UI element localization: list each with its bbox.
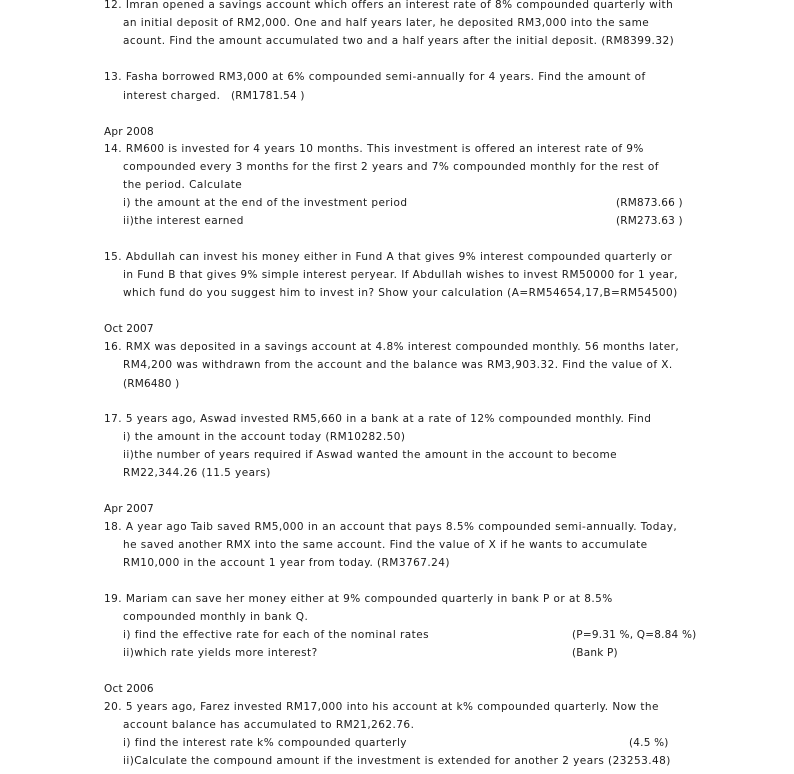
section-apr-2008: Apr 2008 [104,126,154,138]
q18-line2: he saved another RMX into the same account. Find the value of X if he wants to accumulate [123,539,648,551]
q20-part-ii: ii)Calculate the compound amount if the investment is extended for another 2 years (23253.48) [123,755,671,767]
section-apr-2007: Apr 2007 [104,503,154,515]
q13-line1: 13. Fasha borrowed RM3,000 at 6% compounded semi-annually for 4 years. Find the amount of [104,71,646,83]
q14-part-i-answer: (RM873.66 ) [616,197,683,209]
q12-line2: an initial deposit of RM2,000. One and half years later, he deposited RM3,000 into the same [123,17,650,29]
q20-part-i-answer: (4.5 %) [629,737,669,749]
q13-answer: (RM1781.54 ) [231,90,305,102]
q14-line1: 14. RM600 is invested for 4 years 10 months. This investment is offered an interest rate of 9% [104,143,644,155]
q13-line2: interest charged. [123,90,221,102]
q17-line1: 17. 5 years ago, Aswad invested RM5,660 in a bank at a rate of 12% compounded monthly. Find [104,413,652,425]
q14-part-ii-answer: (RM273.63 ) [616,215,683,227]
q16-line2: RM4,200 was withdrawn from the account and the balance was RM3,903.32. Find the value of X. [123,359,673,371]
q12-line3: acount. Find the amount accumulated two and a half years after the initial deposit. (RM8399.32) [123,35,675,47]
q19-line2: compounded monthly in bank Q. [123,611,309,623]
q12-line1: 12. Imran opened a savings account which offers an interest rate of 8% compounded quarterly with [104,0,674,11]
section-oct-2007: Oct 2007 [104,323,154,335]
q17-line4: RM22,344.26 (11.5 years) [123,467,271,479]
q15-line3: which fund do you suggest him to invest in? Show your calculation (A=RM54654,17,B=RM54500) [123,287,678,299]
q17-line2: i) the amount in the account today (RM10282.50) [123,431,406,443]
q18-line3: RM10,000 in the account 1 year from today. (RM3767.24) [123,557,450,569]
q19-line1: 19. Mariam can save her money either at 9% compounded quarterly in bank P or at 8.5% [104,593,613,605]
q18-line1: 18. A year ago Taib saved RM5,000 in an account that pays 8.5% compounded semi-annually. Today, [104,521,678,533]
q17-line3: ii)the number of years required if Aswad wanted the amount in the account to become [123,449,618,461]
q15-line1: 15. Abdullah can invest his money either in Fund A that gives 9% interest compounded quarterly or [104,251,673,263]
q14-part-i: i) the amount at the end of the investment period [123,197,408,209]
q19-part-i-answer: (P=9.31 %, Q=8.84 %) [572,629,697,641]
q14-part-ii: ii)the interest earned [123,215,244,227]
q16-answer: (RM6480 ) [123,378,180,390]
section-oct-2006: Oct 2006 [104,683,154,695]
q19-part-i: i) find the effective rate for each of the nominal rates [123,629,430,641]
q20-part-i: i) find the interest rate k% compounded quarterly [123,737,407,749]
q14-line3: the period. Calculate [123,179,243,191]
q20-line2: account balance has accumulated to RM21,262.76. [123,719,415,731]
q16-line1: 16. RMX was deposited in a savings account at 4.8% interest compounded monthly. 56 months later, [104,341,680,353]
q14-line2: compounded every 3 months for the first 2 years and 7% compounded monthly for the rest of [123,161,659,173]
q15-line2: in Fund B that gives 9% simple interest peryear. If Abdullah wishes to invest RM50000 for 1 year, [123,269,678,281]
q20-line1: 20. 5 years ago, Farez invested RM17,000 into his account at k% compounded quarterly. Now the [104,701,659,713]
q19-part-ii-answer: (Bank P) [572,647,618,659]
q19-part-ii: ii)which rate yields more interest? [123,647,318,659]
